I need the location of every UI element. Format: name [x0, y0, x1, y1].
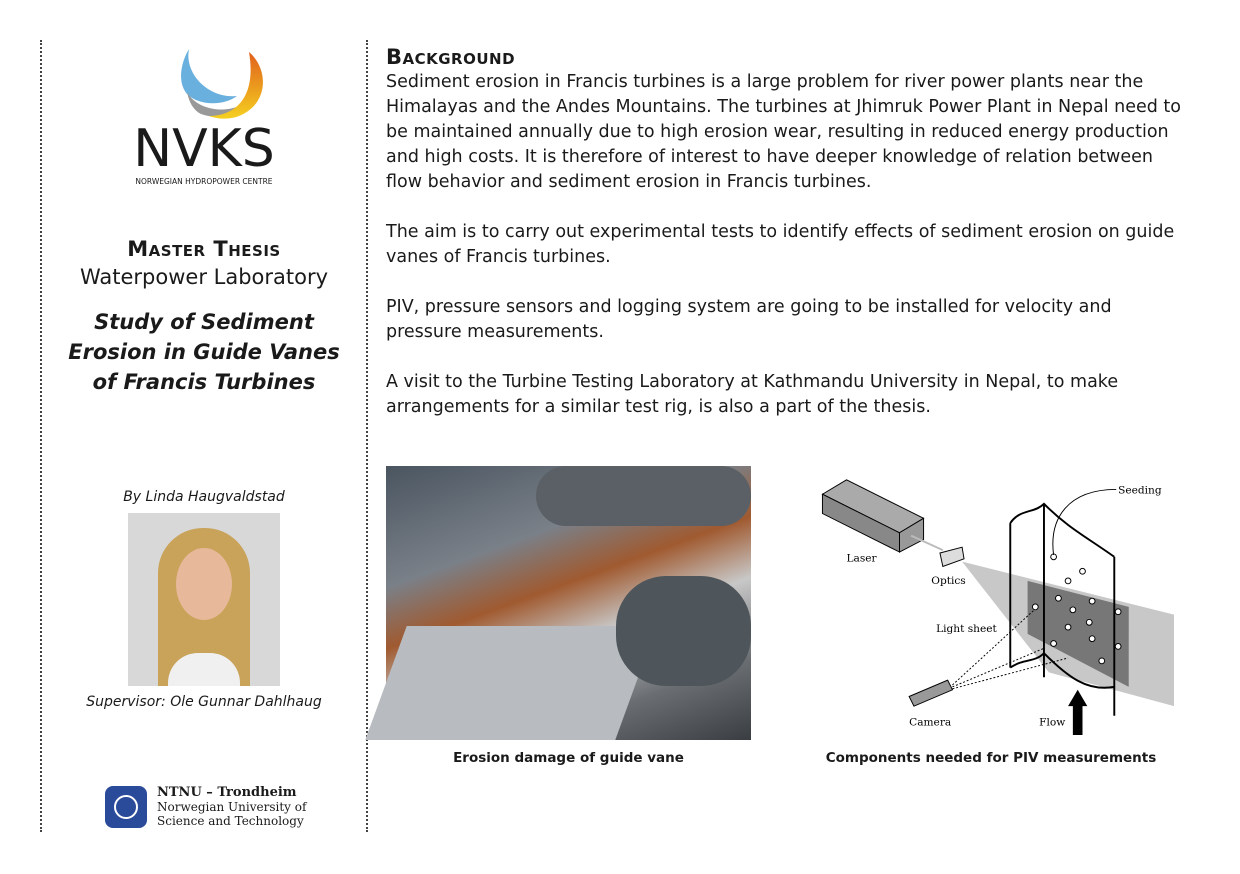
ntnu-logo [105, 786, 306, 828]
diagram-caption: Components needed for PIV measurements [825, 750, 1157, 766]
ntnu-line: Science and Technology [157, 814, 304, 828]
lab-name: Waterpower Laboratory [79, 265, 329, 289]
left-column [43, 0, 365, 828]
divider [366, 40, 368, 832]
label-camera: Camera [909, 716, 952, 729]
thesis-heading: Master Thesis [127, 237, 281, 261]
background-section [386, 44, 1186, 445]
author-photo [128, 513, 280, 686]
author: By Linda Haugvaldstad [123, 489, 285, 505]
label-flow: Flow [1039, 716, 1066, 729]
ntnu-line: Norwegian University of [157, 800, 307, 814]
label-optics: Optics [931, 574, 966, 587]
paragraph: Sediment erosion in Francis turbines is a large problem for river power plants near the Himalayas and the Andes Mountains. The turbines at Jhimruk Power Plant in Nepal need to be maintained annually due to high erosion wear, resulting in reduced energy production and high costs. It is therefore of interest to have deeper knowledge of relation between flow behavior and sediment erosion in Francis turbines. [386, 72, 1181, 192]
ntnu-name: NTNU – Trondheim [157, 785, 297, 800]
section-heading: Background [386, 45, 516, 69]
paragraph: A visit to the Turbine Testing Laboratory at Kathmandu University in Nepal, to make arrangements for a similar test rig, is also a part of the thesis. [386, 372, 1119, 417]
label-laser: Laser [846, 552, 877, 565]
photo-caption: Erosion damage of guide vane [453, 750, 684, 766]
erosion-photo [386, 466, 751, 740]
divider [40, 40, 42, 832]
nvks-logo [129, 44, 279, 189]
svg-text:NORWEGIAN HYDROPOWER CENTRE: NORWEGIAN HYDROPOWER CENTRE [135, 177, 273, 186]
thesis-title: Study of Sediment Erosion in Guide Vanes of Francis Turbines [68, 310, 340, 394]
paragraph: PIV, pressure sensors and logging system are going to be installed for velocity and pressure measurements. [386, 297, 1112, 342]
piv-diagram [808, 470, 1174, 740]
label-seeding: Seeding [1118, 484, 1162, 497]
svg-text:NVKS: NVKS [133, 119, 275, 179]
ntnu-icon [105, 786, 147, 828]
supervisor: Supervisor: Ole Gunnar Dahlhaug [86, 694, 322, 710]
label-light-sheet: Light sheet [936, 622, 997, 635]
paragraph: The aim is to carry out experimental tests to identify effects of sediment erosion on guide vanes of Francis turbines. [386, 222, 1175, 267]
